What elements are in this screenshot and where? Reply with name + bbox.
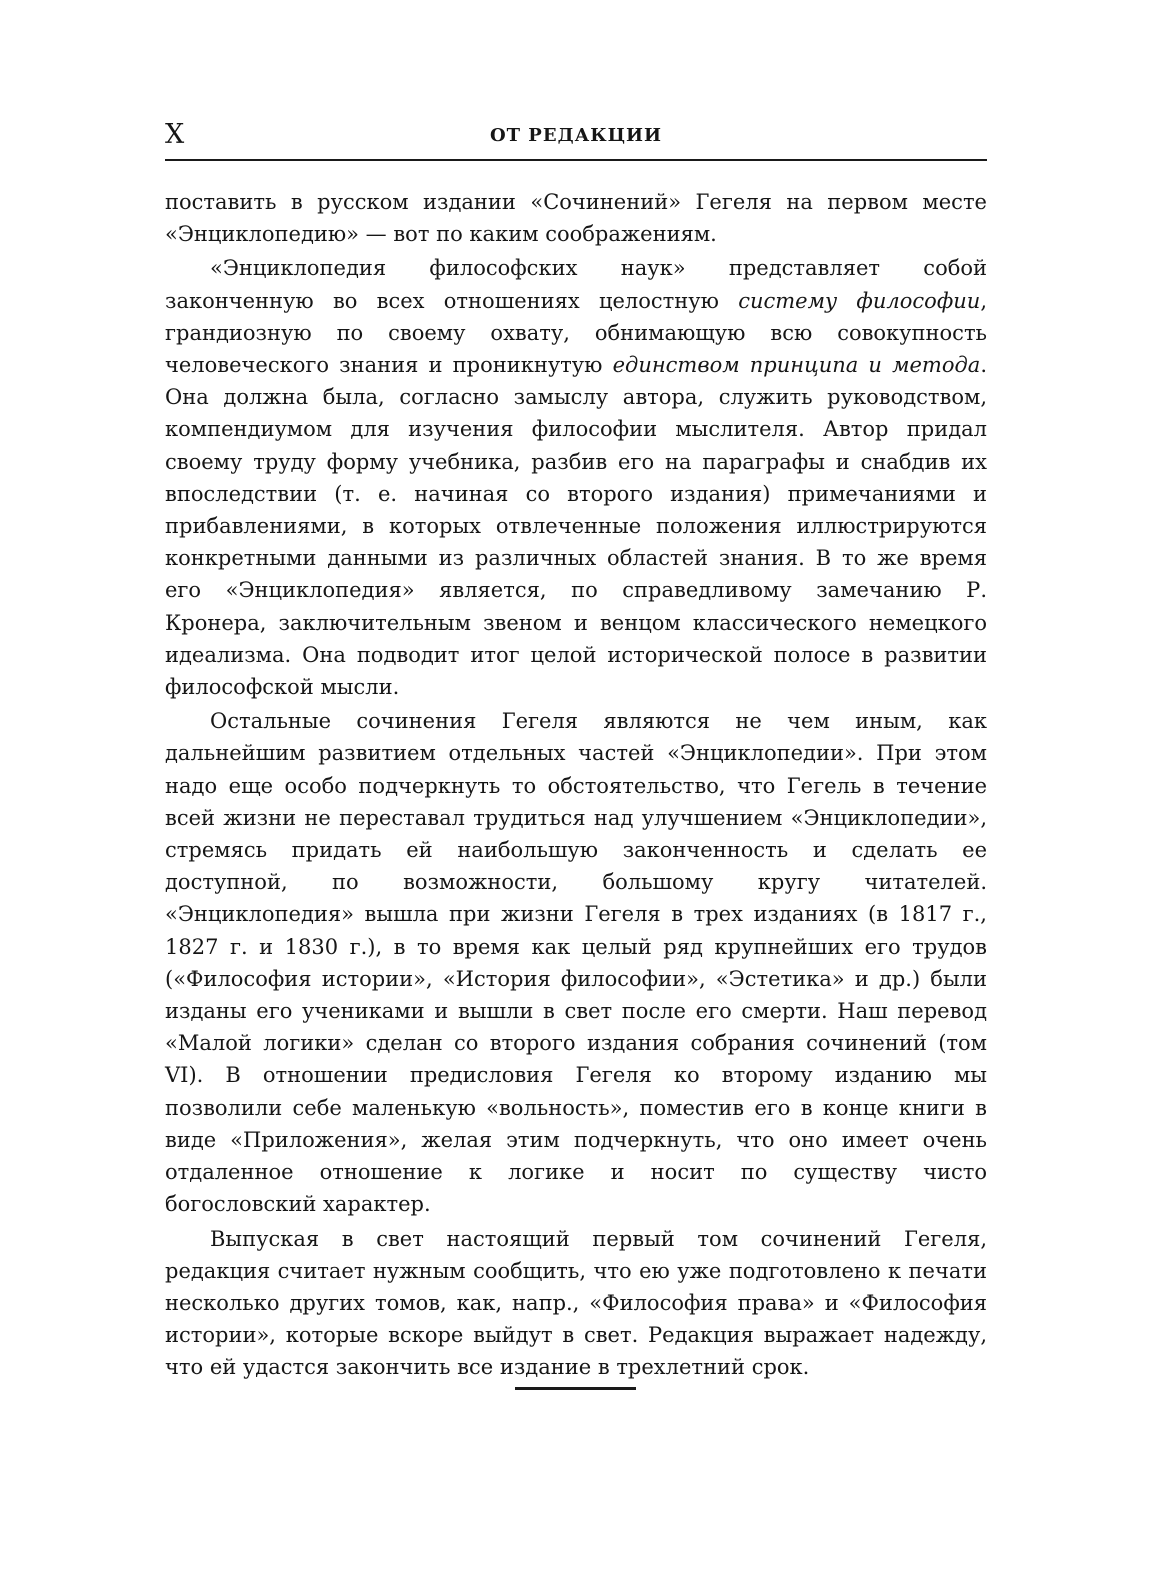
paragraph-text: . Она должна была, согласно замыслу автора, служить руководством, компендиумом для изучения философии мыслителя. Автор придал своему труду форму учебника, разбив его на параграфы и снабдив их впоследствии (т. е. начиная со второго издания) примечаниями и прибавлениями, в которых отвлеченные положения иллюстрируются конкретными данными из различных областей знания. В то же время его «Энциклопедия» является, по справедливому замечанию Р. Кронера, заключительным звеном и венцом классического немецкого идеализма. Она подводит итог целой исторической полосе в развитии философской мысли.: [165, 353, 987, 700]
page-number: X: [165, 119, 185, 150]
body-text: [165, 186, 987, 1386]
paragraph-text: «Энциклопедия философских наук» представляет собой законченную во всех отношениях целостную: [165, 256, 987, 313]
paragraph-other-works: Остальные сочинения Гегеля являются не чем иным, как дальнейшим развитием отдельных частей «Энциклопедии». При этом надо еще особо подчеркнуть то обстоятельство, что Гегель в течение всей жизни не переставал трудиться над улучшением «Энциклопедии», стремясь придать ей наибольшую законченность и сделать ее доступной, по возможности, большому кругу читателей. «Энциклопедия» вышла при жизни Гегеля в трех изданиях (в 1817 г., 1827 г. и 1830 г.), в то время как целый ряд крупнейших его трудов («Философия истории», «История философии», «Эстетика» и др.) были изданы его учениками и вышли в свет после его смерти. Наш перевод «Малой логики» сделан со второго издания собрания сочинений (том VI). В отношении предисловия Гегеля ко второму изданию мы позволили себе маленькую «вольность», поместив его в конце книги в виде «Приложения», желая этим подчеркнуть, что оно имеет очень отдаленное отношение к логике и носит по существу чисто богословский характер.: [165, 709, 987, 1217]
paragraph-continuation: поставить в русском издании «Сочинений» Гегеля на первом месте «Энциклопедию» — вот по каким соображениям.: [165, 190, 987, 247]
emphasis-unity-of-principle: единством принципа и метода: [612, 353, 981, 378]
header-rule: [165, 159, 987, 161]
paragraph-text: , грандиозную по своему охвату, обнимающую всю совокупность человеческого знания и проникнутую: [165, 288, 987, 378]
section-end-rule: [515, 1387, 636, 1390]
running-head: [165, 118, 987, 158]
running-head-title: ОТ РЕДАКЦИИ: [489, 125, 663, 146]
paragraph-publication-plan: Выпуская в свет настоящий первый том сочинений Гегеля, редакция считает нужным сообщить, что ею уже подготовлено к печати несколько других томов, как, напр., «Философия права» и «Философия истории», которые вскоре выйдут в свет. Редакция выражает надежду, что ей удастся закончить все издание в трехлетний срок.: [165, 1226, 987, 1380]
paragraph-encyclopedia: [165, 252, 987, 703]
emphasis-system-of-philosophy: систему философии: [738, 288, 981, 313]
